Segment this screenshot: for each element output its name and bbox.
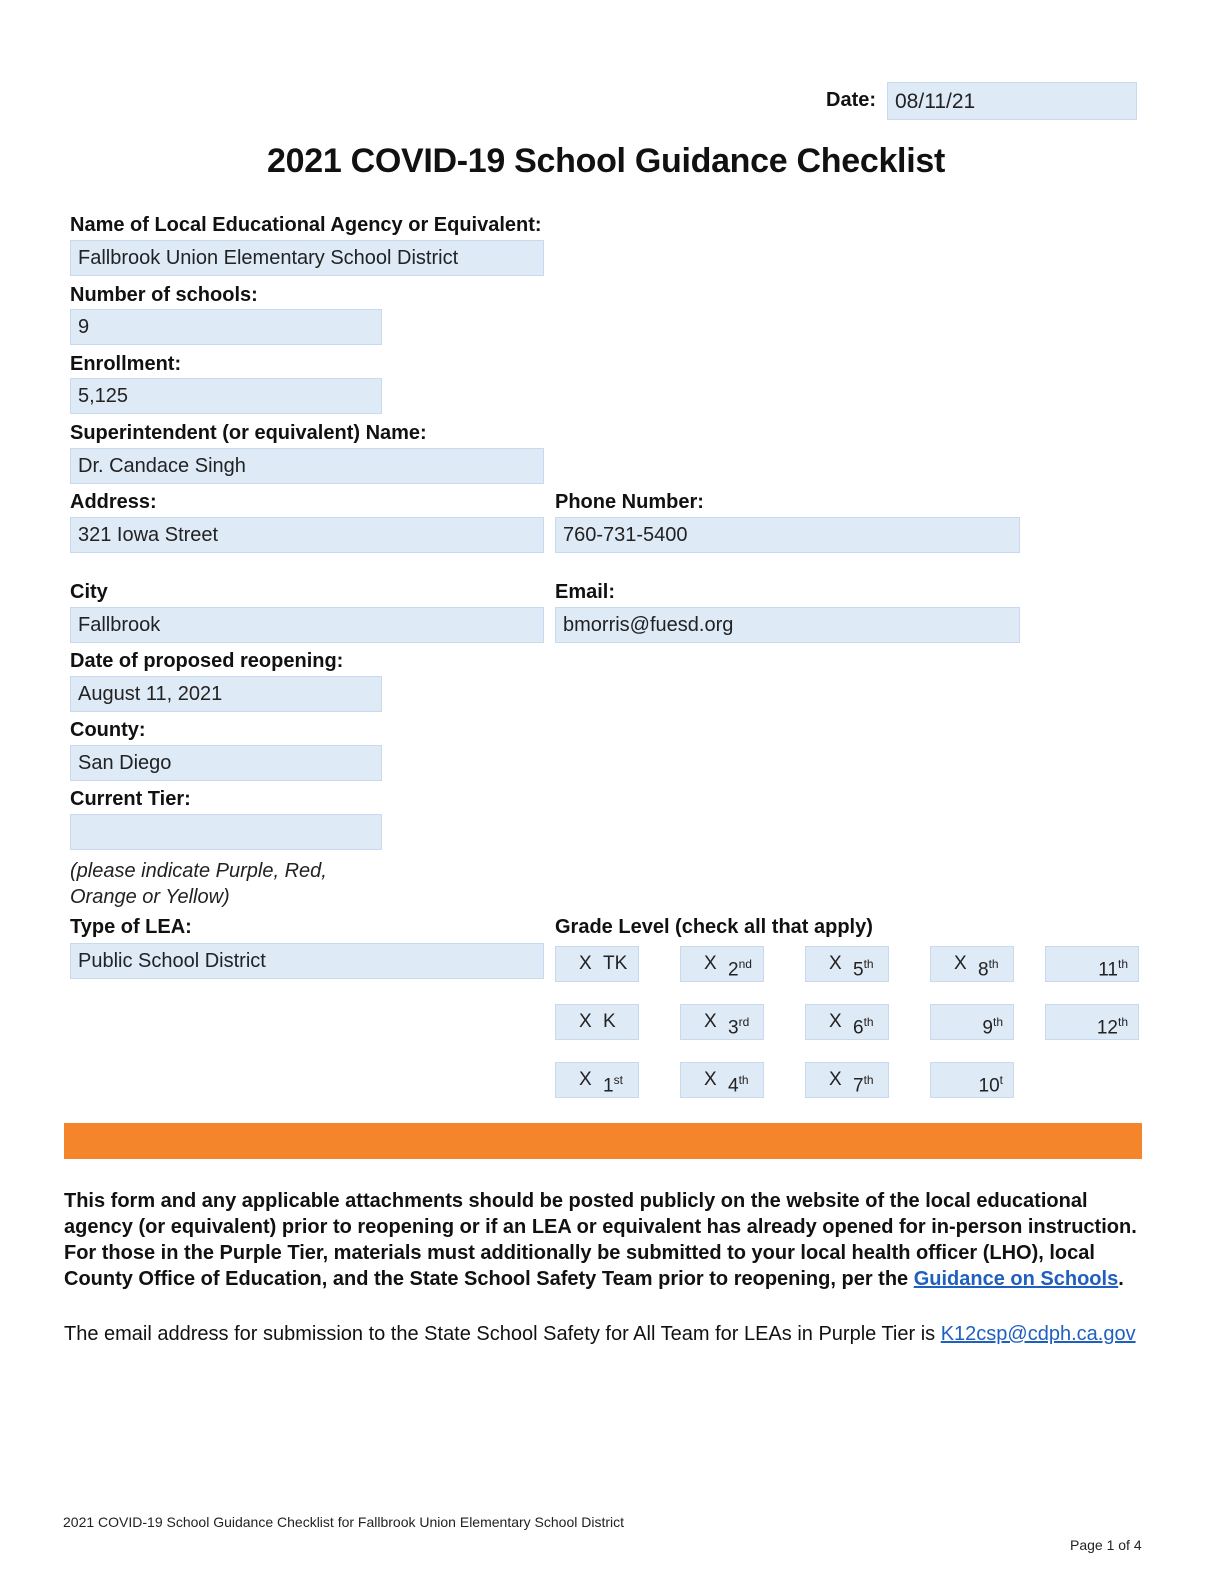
grade-checkbox-7th[interactable] [805,1062,889,1098]
grade-check-mark: X [704,1069,717,1090]
notice-paragraph [64,1188,1144,1292]
grade-label [979,1063,1003,1103]
date-field[interactable]: 08/11/21 [887,82,1137,120]
grade-label-base: TK [603,953,628,974]
grade-checkbox-8th[interactable] [930,946,1014,982]
grade-label [603,947,627,981]
grade-label-suffix: th [863,1015,874,1029]
grade-checkbox-tk[interactable] [555,946,639,982]
guidance-on-schools-link[interactable]: Guidance on Schools [913,1268,1119,1290]
notice-end: . [1118,1268,1124,1290]
grade-level-label: Grade Level (check all that apply) [555,916,873,938]
phone-label: Phone Number: [555,491,704,513]
footer-page-number: Page 1 of 4 [1070,1537,1142,1553]
grade-label-base: 10 [978,1075,1000,1097]
grade-checkbox-9th[interactable] [930,1004,1014,1040]
grade-checkbox-11th[interactable] [1045,946,1139,982]
grade-check-mark: X [579,1069,592,1090]
phone-field[interactable]: 760-731-5400 [555,517,1020,553]
county-label: County: [70,719,146,741]
grade-check-mark: X [704,953,717,974]
grade-check-mark: X [829,953,842,974]
grade-label-base: 12 [1096,1017,1118,1039]
grade-label-base: 1 [603,1075,614,1097]
grade-label-suffix: th [1117,1015,1128,1029]
grade-checkbox-3rd[interactable] [680,1004,764,1040]
grade-label-suffix: t [999,1073,1003,1087]
grade-label [728,1063,749,1103]
grade-label [982,1005,1003,1045]
tier-label: Current Tier: [70,788,191,810]
grade-checkbox-1st[interactable] [555,1062,639,1098]
lea-name-label: Name of Local Educational Agency or Equivalent: [70,214,542,236]
grade-label-suffix: th [988,957,999,971]
grade-check-mark: X [829,1069,842,1090]
reopening-label: Date of proposed reopening: [70,650,344,672]
tier-hint-line2: Orange or Yellow) [70,886,230,908]
grade-checkbox-5th[interactable] [805,946,889,982]
grade-label-suffix: nd [738,957,752,971]
enrollment-field[interactable]: 5,125 [70,378,382,414]
grade-checkbox-2nd[interactable] [680,946,764,982]
address-field[interactable]: 321 Iowa Street [70,517,544,553]
grade-label [603,1005,616,1039]
grade-check-mark: X [579,953,592,974]
tier-hint-line1: (please indicate Purple, Red, [70,860,327,882]
grade-label-base: 5 [853,959,864,981]
grade-checkbox-12th[interactable] [1045,1004,1139,1040]
grade-label-base: 8 [978,959,989,981]
grade-label [853,1005,874,1045]
submission-text: The email address for submission to the State School Safety for All Team for LEAs in Purple Tier is [64,1323,941,1345]
grade-label-base: 11 [1098,959,1118,981]
lea-type-field[interactable]: Public School District [70,943,544,979]
grade-label-base: 2 [728,959,739,981]
submission-paragraph [64,1321,1164,1347]
superintendent-label: Superintendent (or equivalent) Name: [70,422,427,444]
email-label: Email: [555,581,616,603]
notice-text: This form and any applicable attachments should be posted publicly on the website of the local educational agency (or equivalent) prior to reopening or if an LEA or equivalent has already opened for in-person instruction. For those in the Purple Tier, materials must additionally be submitted to your local health officer (LHO), local County Office of Education, and the State School Safety Team prior to reopening, per the [64,1190,1137,1290]
grade-label-base: 3 [728,1017,739,1039]
address-label: Address: [70,491,157,513]
orange-divider-bar [64,1123,1142,1159]
grade-label-suffix: th [992,1015,1003,1029]
grade-checkbox-4th[interactable] [680,1062,764,1098]
email-field[interactable]: bmorris@fuesd.org [555,607,1020,643]
grade-label-base: 9 [982,1017,993,1039]
city-label: City [70,581,108,603]
num-schools-label: Number of schools: [70,284,258,306]
num-schools-field[interactable]: 9 [70,309,382,345]
grade-label-base: K [603,1011,616,1032]
grade-label-base: 6 [853,1017,864,1039]
enrollment-label: Enrollment: [70,353,182,375]
grade-label-base: 7 [853,1075,864,1097]
superintendent-field[interactable]: Dr. Candace Singh [70,448,544,484]
grade-checkbox-6th[interactable] [805,1004,889,1040]
city-field[interactable]: Fallbrook [70,607,544,643]
grade-check-mark: X [704,1011,717,1032]
grade-label-suffix: th [738,1073,749,1087]
grade-label [853,1063,874,1103]
county-field[interactable]: San Diego [70,745,382,781]
tier-field[interactable] [70,814,382,850]
grade-check-mark: X [954,953,967,974]
grade-label-suffix: th [863,1073,874,1087]
grade-label-suffix: rd [738,1015,750,1029]
grade-label [1097,1005,1128,1045]
lea-name-field[interactable]: Fallbrook Union Elementary School District [70,240,544,276]
grade-check-mark: X [829,1011,842,1032]
grade-check-mark: X [579,1011,592,1032]
page-title: 2021 COVID-19 School Guidance Checklist [267,142,945,180]
grade-label [728,947,752,987]
date-label: Date: [826,89,877,111]
grade-label [603,1063,623,1103]
grade-label-suffix: th [863,957,874,971]
grade-checkbox-k[interactable] [555,1004,639,1040]
grade-checkbox-10t[interactable] [930,1062,1014,1098]
grade-label [728,1005,749,1045]
grade-label-suffix: th [1117,957,1128,971]
grade-label [1098,947,1128,987]
grade-label-suffix: st [613,1073,623,1087]
submission-email-link[interactable]: K12csp@cdph.ca.gov [940,1323,1136,1345]
grade-label [978,947,999,987]
reopening-field[interactable]: August 11, 2021 [70,676,382,712]
footer-document-title: 2021 COVID-19 School Guidance Checklist for Fallbrook Union Elementary School District [63,1514,625,1530]
grade-label-base: 4 [728,1075,739,1097]
grade-label [853,947,874,987]
lea-type-label: Type of LEA: [70,916,192,938]
